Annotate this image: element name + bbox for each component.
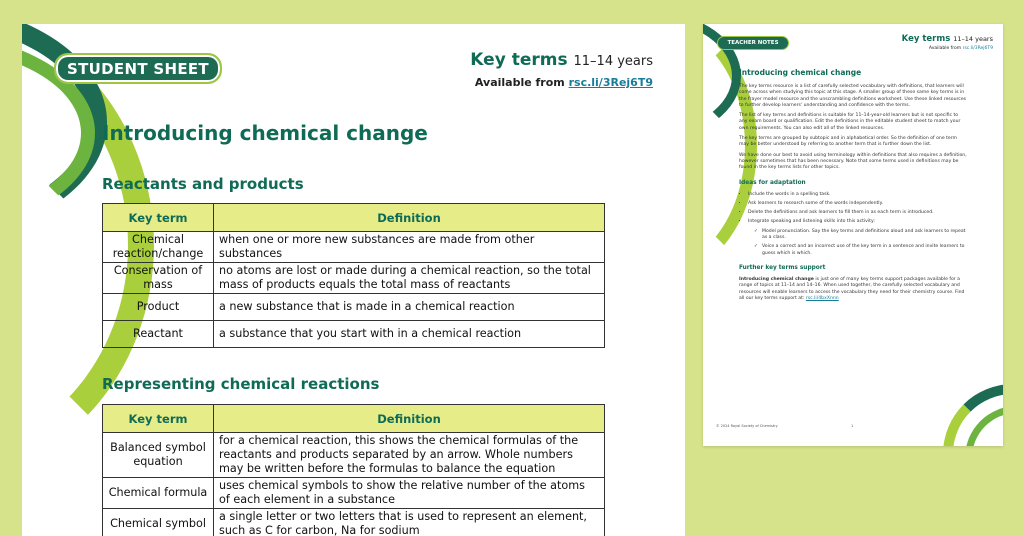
table-row <box>103 294 605 321</box>
bold-title: Introducing chemical change <box>739 276 814 282</box>
ideas-list <box>739 192 967 257</box>
section-heading-reactants: Reactants and products <box>102 175 304 193</box>
term-cell: Product <box>103 294 214 321</box>
table-row <box>103 433 605 478</box>
available-from: Available from rsc.li/3Rej6T9 <box>474 76 653 89</box>
student-sheet-badge: STUDENT SHEET <box>54 53 222 84</box>
paragraph: Introducing chemical change is just one of many key terms support packages available for a range of topics at 11–14 and 14–16. When used together, the carefully selected vocabulary and resources will enable learners to access the vocabulary they need for their chemistry course. Find all our key terms support at: rsc.li/4bxXnnn <box>739 276 965 301</box>
table-row <box>103 263 605 294</box>
teacher-notes-badge: TEACHER NOTES <box>717 36 789 50</box>
definition-cell: when one or more new substances are made from other substances <box>214 232 605 263</box>
list-item: ✓ Voice a correct and an incorrect use of the key term in a sentence and invite learners to guess which is which. <box>762 244 967 257</box>
page-title: Introducing chemical change <box>739 68 862 77</box>
table-row <box>103 478 605 509</box>
table-row <box>103 509 605 536</box>
available-from: Available from rsc.li/3Rej6T9 <box>928 46 993 51</box>
column-header-term: Key term <box>103 204 214 232</box>
teacher-notes-body <box>739 68 967 306</box>
page-header <box>470 50 653 89</box>
header-title: Key terms 11–14 years <box>901 34 993 44</box>
paragraph: We have done our best to avoid using terminology within definitions that also requires a definition, however sometimes that has been necessary. Note that some terms used in definitions may be found in the key terms lists for other topics. <box>739 152 967 171</box>
section-heading-representing: Representing chemical reactions <box>102 375 380 393</box>
header-title: Key terms 11–14 years <box>470 50 653 70</box>
age-range: 11–14 years <box>573 54 653 69</box>
list-item: • Include the words in a spelling task. <box>748 192 967 198</box>
list-item: • Integrate speaking and listening skills into this activity: ✓ Model pronunciation. Say the key terms and definitions aloud and ask learners to repeat as a class. ✓ Voice a correct and an incorrect use of the key term in a sentence and invite learners to guess which is which. <box>748 219 967 256</box>
table-row <box>103 232 605 263</box>
page-header <box>902 34 993 51</box>
key-terms-table-representing <box>102 404 605 536</box>
section-heading-further: Further key terms support <box>739 264 826 271</box>
age-range: 11–14 years <box>953 35 993 43</box>
key-terms-table-reactants <box>102 203 605 348</box>
list-item: • Delete the definitions and ask learners to fill them in as each term is introduced. <box>748 210 967 216</box>
term-cell: Balanced symbol equation <box>103 433 214 478</box>
definition-cell: no atoms are lost or made during a chemical reaction, so the total mass of products equals the total mass of reactants <box>214 263 605 294</box>
resource-link[interactable]: rsc.li/3Rej6T9 <box>962 46 993 51</box>
definition-cell: for a chemical reaction, this shows the chemical formulas of the reactants and products separated by an arrow. Whole numbers may be written before the formulas to balance the equation <box>214 433 605 478</box>
page-title: Introducing chemical change <box>102 121 428 145</box>
page-number: 1 <box>851 424 854 428</box>
column-header-term: Key term <box>103 405 214 433</box>
list-item: ✓ Model pronunciation. Say the key terms and definitions aloud and ask learners to repeat as a class. <box>762 229 967 242</box>
student-sheet-page <box>22 24 685 536</box>
term-cell: Chemical reaction/change <box>103 232 214 263</box>
term-cell: Conservation of mass <box>103 263 214 294</box>
definition-cell: a single letter or two letters that is used to represent an element, such as C for carbon, Na for sodium <box>214 509 605 536</box>
sub-ideas-list <box>748 229 967 257</box>
definition-cell: a substance that you start with in a chemical reaction <box>214 321 605 348</box>
term-cell: Chemical formula <box>103 478 214 509</box>
paragraph: The list of key terms and definitions is suitable for 11–14-year-old learners but is not specific to any exam board or qualification. Edit the definitions in the editable student sheet to match your own requirements. You can also edit all of the linked resources. <box>739 113 961 131</box>
resource-link[interactable]: rsc.li/3Rej6T9 <box>568 76 653 89</box>
term-cell: Chemical symbol <box>103 509 214 536</box>
list-item: • Ask learners to research some of the words independently. <box>748 201 967 207</box>
copyright-footer: © 2024 Royal Society of Chemistry <box>716 424 778 428</box>
teacher-notes-page <box>703 24 1003 446</box>
term-cell: Reactant <box>103 321 214 348</box>
paragraph: The key terms are grouped by subtopic and in alphabetical order. So the definition of one term may be better understood by referring to another term that is further down the list. <box>739 136 958 148</box>
paragraph: The key terms resource is a list of carefully selected vocabulary with definitions, that learners will come across when studying this topic at this stage. A smaller group of these same key terms is in the frayer model resource and the unscrambling definitions worksheet. Use these linked resources to further develop learners' understanding and confidence with the terms. <box>739 84 967 108</box>
section-heading-ideas: Ideas for adaptation <box>739 179 806 186</box>
table-row <box>103 321 605 348</box>
definition-cell: uses chemical symbols to show the relative number of the atoms of each element in a substance <box>214 478 605 509</box>
support-link[interactable]: rsc.li/4bxXnnn <box>805 295 839 301</box>
column-header-definition: Definition <box>214 405 605 433</box>
column-header-definition: Definition <box>214 204 605 232</box>
definition-cell: a new substance that is made in a chemical reaction <box>214 294 605 321</box>
